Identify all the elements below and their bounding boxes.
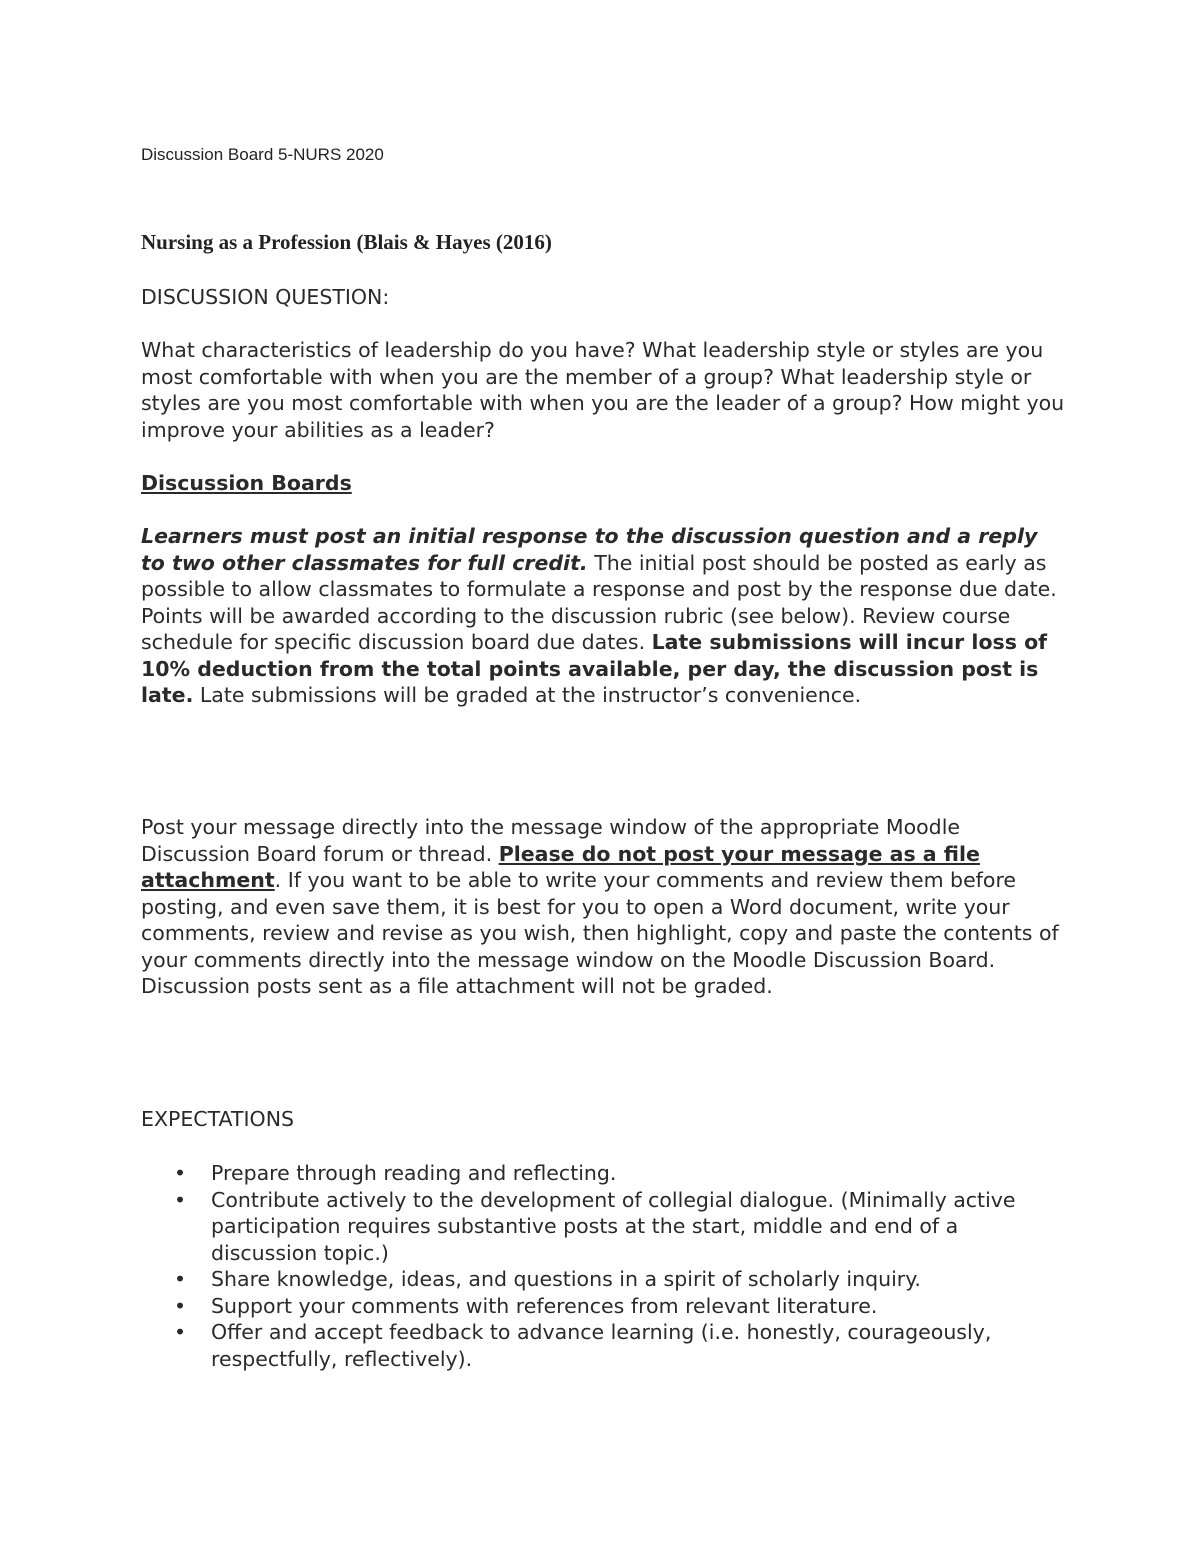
post-warning-bold-underlined: Please do not post your message as a file attachment: [141, 841, 980, 892]
list-item-text: Support your comments with references from relevant literature.: [211, 1293, 878, 1318]
bullet-icon: •: [174, 1293, 187, 1318]
list-item: [141, 1319, 1066, 1372]
document-header: Discussion Board 5-NURS 2020: [141, 145, 384, 164]
discussion-question-text: What characteristics of leadership do you have? What leadership style or styles are you most comfortable with when you are the member of a group? What leadership style or styles are you most comfortable with when you are the leader of a group? How might you improve your abilities as a leader?: [141, 338, 1065, 442]
bullet-icon: •: [174, 1320, 187, 1344]
post-text-2: . If you want to be able to write your comments and review them before posting, and even save them, it is best for you to open a Word document, write your comments, review and revise as you wish, then highlight, copy and paste the contents of your comments directly into the message window on the Moodle Discussion Board. Discussion posts sent as a file attachment will not be graded.: [141, 868, 1059, 998]
document-page: [141, 0, 1071, 1553]
rules-text-2: Late submissions will be graded at the instructor’s convenience.: [193, 683, 862, 707]
list-item: [141, 1266, 1066, 1293]
expectations-list: [141, 1160, 1066, 1372]
section-heading-discussion-boards: Discussion Boards: [141, 471, 352, 495]
bullet-icon: •: [174, 1267, 187, 1291]
discussion-question-label: DISCUSSION QUESTION:: [141, 285, 390, 309]
discussion-rules-paragraph: [141, 523, 1066, 709]
expectations-label: EXPECTATIONS: [141, 1107, 295, 1131]
rules-intro-bold-italic: Learners must post an initial response to the discussion question and a reply to two other classmates for full credit.: [141, 524, 1038, 575]
bullet-icon: •: [174, 1187, 187, 1212]
list-item: [141, 1293, 1066, 1320]
list-item: [141, 1187, 1066, 1267]
post-text-1: Post your message directly into the message window of the appropriate Moodle Discussion Board forum or thread.: [141, 815, 960, 866]
list-item-text: Share knowledge, ideas, and questions in a spirit of scholarly inquiry.: [211, 1267, 921, 1291]
list-item: [141, 1160, 1066, 1187]
post-instructions-paragraph: [141, 814, 1066, 1000]
document-title: Nursing as a Profession (Blais & Hayes (2016): [141, 230, 552, 254]
rules-late-penalty-bold: Late submissions will incur loss of 10% deduction from the total points available, per day, the discussion post is late.: [141, 630, 1048, 707]
list-item-text: Prepare through reading and reflecting.: [211, 1161, 617, 1185]
list-item-text: Contribute actively to the development of collegial dialogue. (Minimally active participation requires substantive posts at the start, middle and end of a discussion topic.): [211, 1187, 1016, 1265]
bullet-icon: •: [174, 1161, 187, 1185]
rules-text-1: The initial post should be posted as early as possible to allow classmates to formulate a response and post by the response due date. Points will be awarded according to the discussion rubric (see below). Review course schedule for specific discussion board due dates.: [141, 550, 1057, 654]
list-item-text: Offer and accept feedback to advance learning (i.e. honestly, courageously, respectfully, reflectively).: [211, 1320, 992, 1371]
